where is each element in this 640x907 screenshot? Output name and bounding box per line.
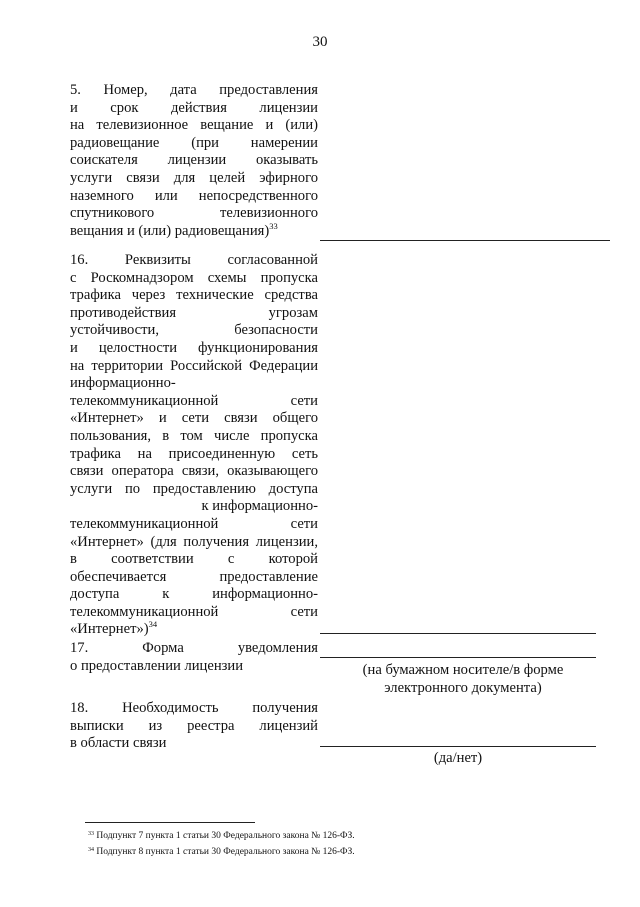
item-15-last-line-text: вещания и (или) радиовещания) <box>70 222 270 239</box>
item-18-answer-line <box>320 746 596 747</box>
item-16-line: информационно- <box>70 375 176 392</box>
item-16-line: противодействия угрозам <box>70 304 318 321</box>
item-15-line: 5. Номер, дата предоставления <box>70 82 318 98</box>
item-16-line: «Интернет» и сети связи общего <box>70 410 318 427</box>
footnote-33 <box>88 830 355 842</box>
item-16-line: связи оператора связи, оказывающего <box>70 463 318 480</box>
item-16-line: «Интернет» (для получения лицензии, <box>70 533 318 550</box>
item-16-line: трафика через технические средства <box>70 287 318 304</box>
item-15-line: и срок действия лицензии <box>70 99 318 116</box>
item-16-line: с Роскомнадзором схемы пропуска <box>70 269 318 286</box>
item-16-line: устойчивости, безопасности <box>70 322 318 339</box>
item-16-line: обеспечивается предоставление <box>70 568 318 585</box>
item-16-line: 16. Реквизиты согласованной <box>70 252 318 268</box>
item-15-line: спутникового телевизионного <box>70 205 318 222</box>
item-16-line: телекоммуникационной сети <box>70 515 318 532</box>
item-15-line: наземного или непосредственного <box>70 187 318 204</box>
item-16-last-line <box>70 621 318 639</box>
item-16-line: услуги по предоставлению доступа <box>70 480 318 497</box>
page-number: 30 <box>312 34 328 50</box>
item-18-text <box>70 700 318 753</box>
item-16-line: пользования, в том числе пропуска <box>70 427 318 444</box>
footnote-ref-34: 34 <box>148 619 158 630</box>
item-16-line: к информационно- <box>201 498 318 515</box>
item-16-line: трафика на присоединенную сеть <box>70 445 318 462</box>
item-15-last-line <box>70 220 318 241</box>
item-16-line: телекоммуникационной сети <box>70 392 318 409</box>
footnote-text: Подпункт 8 пункта 1 статьи 30 Федерального закона № 126-ФЗ. <box>96 847 355 857</box>
footnote-34 <box>88 846 355 858</box>
item-15-line: радиовещание (при намерении <box>70 134 318 151</box>
item-17-caption: (на бумажном носителе/в форме электронного документа) <box>362 662 564 696</box>
item-16-last-line-text: «Интернет») <box>70 621 149 638</box>
item-17-answer-line-2 <box>320 657 596 658</box>
item-18-line: выписки из реестра лицензий <box>70 717 318 734</box>
item-17-text <box>70 640 318 675</box>
item-18-caption: (да/нет) <box>433 750 483 766</box>
item-17-answer-line-1 <box>320 633 596 634</box>
footnote-text: Подпункт 7 пункта 1 статьи 30 Федерального закона № 126-ФЗ. <box>96 831 355 841</box>
item-16-line: на территории Российской Федерации <box>70 357 318 374</box>
item-18-line: 18. Необходимость получения <box>70 700 318 716</box>
footnote-separator <box>85 822 255 823</box>
item-16-line: телекоммуникационной сети <box>70 603 318 620</box>
item-16-text <box>70 252 318 639</box>
item-16-line: доступа к информационно- <box>70 586 318 603</box>
item-18-line: в области связи <box>70 735 167 752</box>
item-15-line: соискателя лицензии оказывать <box>70 152 318 169</box>
item-15-text <box>70 82 318 240</box>
item-17-line: 17. Форма уведомления <box>70 640 318 656</box>
item-16-line: в соответствии с которой <box>70 551 318 568</box>
item-15-line: услуги связи для целей эфирного <box>70 169 318 186</box>
footnote-mark: 34 <box>88 847 94 853</box>
footnote-mark: 33 <box>88 831 94 837</box>
item-17-line: о предоставлении лицензии <box>70 657 244 674</box>
item-15-answer-line <box>320 240 610 241</box>
item-15-line: на телевизионное вещание и (или) <box>70 117 318 134</box>
item-16-line: и целостности функционирования <box>70 339 318 356</box>
footnote-ref-33: 33 <box>269 220 278 231</box>
